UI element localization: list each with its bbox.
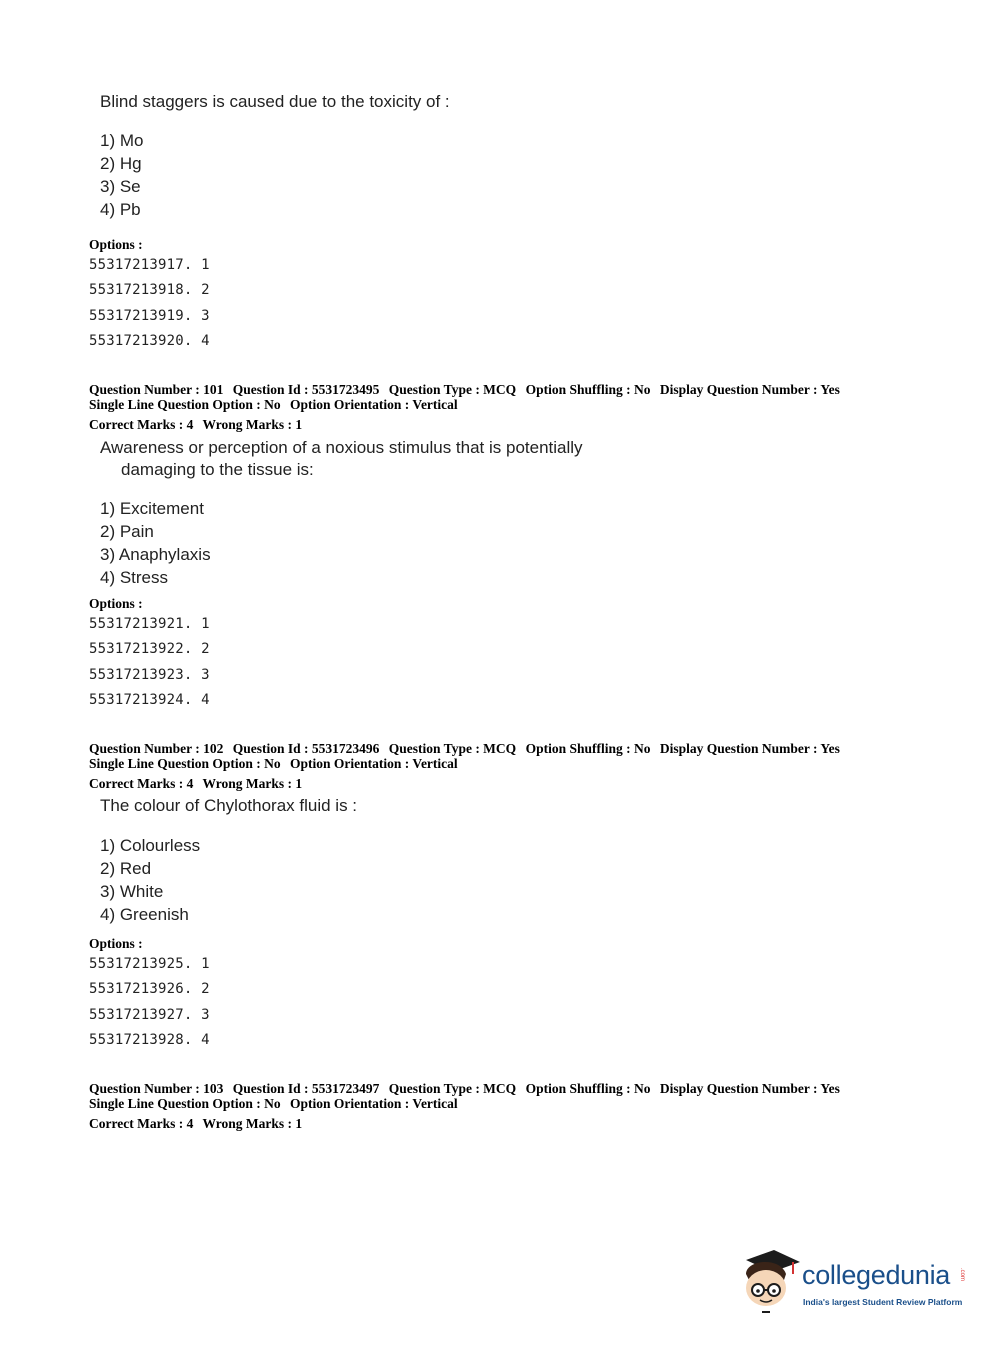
- question-number: Question Number : 101: [89, 382, 224, 397]
- question-101-text: [100, 437, 583, 481]
- choice-item: 2) Red: [100, 859, 152, 878]
- options-label: Options :: [89, 596, 143, 611]
- option-orientation: Option Orientation : Vertical: [290, 1096, 458, 1111]
- choice-item: 1) Colourless: [100, 836, 201, 855]
- collegedunia-logo: [740, 1246, 970, 1322]
- question-102-choices: [100, 834, 200, 926]
- choice-item: 2) Hg: [100, 154, 142, 173]
- logo-wordmark: collegedunia: [802, 1260, 951, 1290]
- option-id: 55317213927. 3: [89, 1006, 210, 1023]
- question-101-choices: [100, 497, 211, 589]
- options-label: Options :: [89, 936, 143, 951]
- option-id-list: [89, 253, 210, 354]
- question-type: Question Type : MCQ: [388, 382, 517, 397]
- choice-item: 4) Stress: [100, 568, 169, 587]
- display-question-number: Display Question Number : Yes: [659, 741, 840, 756]
- single-line-option: Single Line Question Option : No: [89, 397, 281, 412]
- display-question-number: Display Question Number : Yes: [659, 382, 840, 397]
- correct-marks: Correct Marks : 4: [89, 776, 194, 791]
- question-id: Question Id : 5531723497: [232, 1081, 380, 1096]
- question-type: Question Type : MCQ: [388, 1081, 517, 1096]
- question-103-meta: [89, 1081, 846, 1131]
- option-id: 55317213923. 3: [89, 666, 210, 683]
- option-orientation: Option Orientation : Vertical: [290, 756, 458, 771]
- question-102-meta: [89, 741, 846, 791]
- option-id: 55317213921. 1: [89, 616, 210, 632]
- question-type: Question Type : MCQ: [388, 741, 517, 756]
- question-id: Question Id : 5531723495: [232, 382, 380, 397]
- choice-item: 3) White: [100, 882, 164, 901]
- question-id: Question Id : 5531723496: [232, 741, 380, 756]
- option-id-list: [89, 952, 210, 1053]
- option-id: 55317213924. 4: [89, 691, 210, 708]
- question-102-text: The colour of Chylothorax fluid is :: [100, 796, 358, 815]
- option-id: 55317213922. 2: [89, 641, 210, 658]
- wrong-marks: Wrong Marks : 1: [202, 776, 303, 791]
- option-id: 55317213917. 1: [89, 257, 210, 273]
- choice-item: 3) Se: [100, 177, 141, 196]
- choice-item: 4) Pb: [100, 200, 141, 219]
- logo-domain-suffix: .com: [959, 1268, 965, 1282]
- choice-item: 2) Pain: [100, 522, 154, 541]
- options-label: Options :: [89, 237, 143, 252]
- option-id: 55317213918. 2: [89, 282, 210, 299]
- choice-item: 1) Mo: [100, 131, 144, 150]
- single-line-option: Single Line Question Option : No: [89, 756, 281, 771]
- question-text-line: damaging to the tissue is:: [121, 460, 314, 479]
- option-id: 55317213919. 3: [89, 307, 210, 324]
- question-100-choices: [100, 129, 143, 221]
- display-question-number: Display Question Number : Yes: [659, 1081, 840, 1096]
- option-id: 55317213926. 2: [89, 981, 210, 998]
- option-id-list: [89, 612, 210, 713]
- wrong-marks: Wrong Marks : 1: [202, 1116, 303, 1131]
- option-id: 55317213925. 1: [89, 956, 210, 972]
- choice-item: 1) Excitement: [100, 499, 204, 518]
- question-text-line: Awareness or perception of a noxious stimulus that is potentially: [100, 438, 583, 457]
- question-100-text: Blind staggers is caused due to the toxicity of :: [100, 92, 450, 111]
- correct-marks: Correct Marks : 4: [89, 417, 194, 432]
- question-number: Question Number : 102: [89, 741, 224, 756]
- option-id: 55317213920. 4: [89, 332, 210, 349]
- option-id: 55317213928. 4: [89, 1031, 210, 1048]
- wrong-marks: Wrong Marks : 1: [202, 417, 303, 432]
- option-shuffling: Option Shuffling : No: [525, 741, 651, 756]
- correct-marks: Correct Marks : 4: [89, 1116, 194, 1131]
- question-number: Question Number : 103: [89, 1081, 224, 1096]
- single-line-option: Single Line Question Option : No: [89, 1096, 281, 1111]
- question-101-meta: [89, 382, 846, 432]
- choice-item: 3) Anaphylaxis: [100, 545, 211, 564]
- mascot-icon: [740, 1246, 802, 1322]
- choice-item: 4) Greenish: [100, 905, 189, 924]
- option-orientation: Option Orientation : Vertical: [290, 397, 458, 412]
- logo-tagline: India's largest Student Review Platform: [803, 1297, 963, 1307]
- option-shuffling: Option Shuffling : No: [525, 382, 651, 397]
- option-shuffling: Option Shuffling : No: [525, 1081, 651, 1096]
